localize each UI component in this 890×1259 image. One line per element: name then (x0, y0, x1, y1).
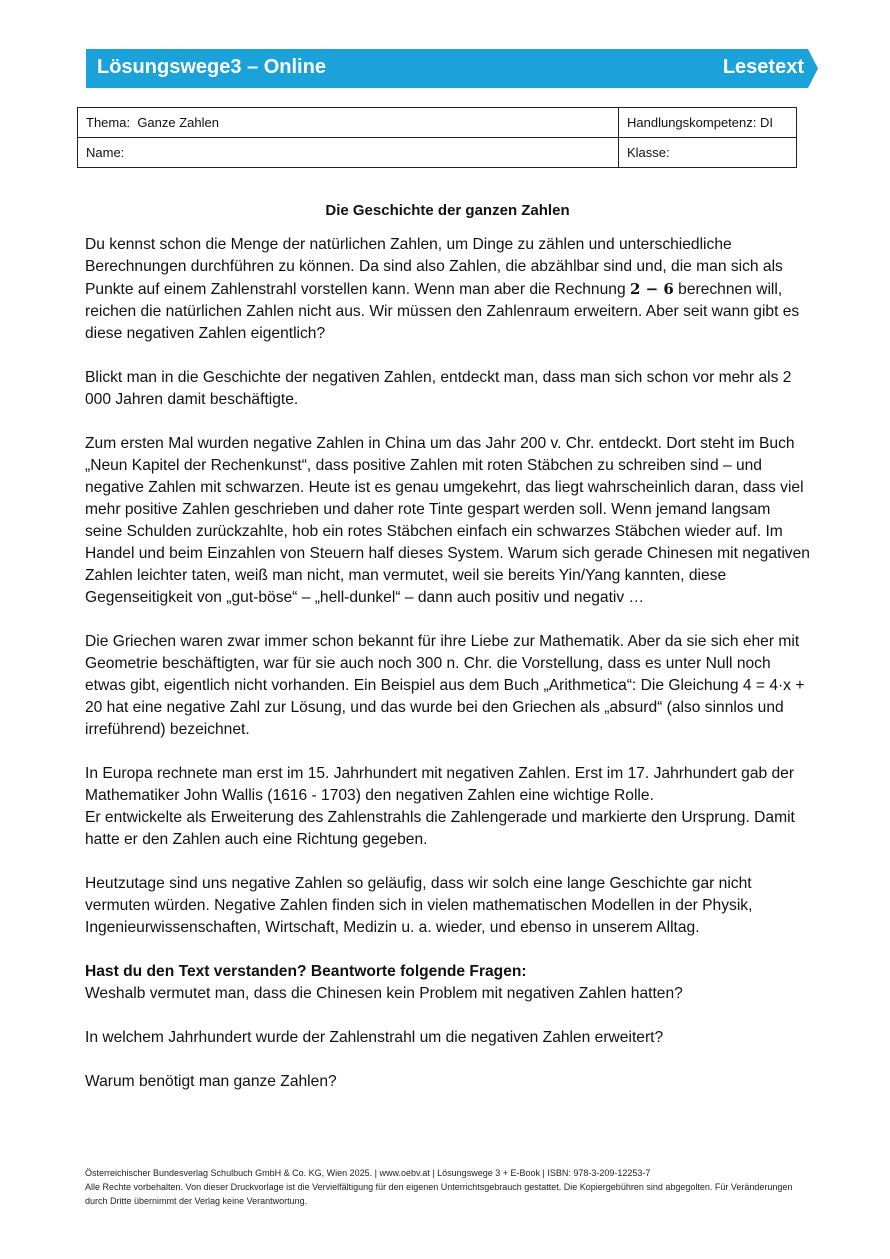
paragraph-today: Heutzutage sind uns negative Zahlen so geläufig, dass wir solch eine lange Geschichte gar nicht vermuten würden. Negative Zahlen finden sich in vielen mathematischen Modellen in der Physik, Ingenieurwissenschaften, Wirtschaft, Medizin u. a. wieder, und ebenso in unserem Alltag. (85, 875, 753, 936)
paragraph-europe-b: Er entwickelte als Erweiterung des Zahlenstrahls die Zahlengerade und markierte den Ursprung. Damit hatte er den Zahlen auch eine Richtung gegeben. (85, 809, 795, 848)
paragraph-intro-text-b: berechnen will, reichen die natürlichen Zahlen nicht aus. Wir müssen den Zahlenraum erweitern. Aber seit wann gibt es diese negativen Zahlen eigentlich? (85, 281, 800, 342)
paragraph-china: Zum ersten Mal wurden negative Zahlen in China um das Jahr 200 v. Chr. entdeckt. Dort steht im Buch „Neun Kapitel der Rechenkunst“, dass positive Zahlen mit roten Stäbchen zu schreiben sind – und negative Zahlen mit schwarzen. Heute ist es genau umgekehrt, das liegt wahrscheinlich daran, dass viel mehr positive Zahlen geschrieben und daher rote Tinte gespart werden soll. Wenn jemand langsam seine Schulden zurückzahlte, hob ein rotes Stäbchen einfach ein schwarzes Stäbchen wieder auf. Im Handel und beim Einzahlen von Steuern half dieses System. Warum sich gerade Chinesen mit negativen Zahlen leichter taten, weiß man nicht, man vermutet, weil sie bereits Yin/Yang kannten, diese Gegenseitigkeit von „gut-böse“ – „hell-dunkel“ – dann auch positiv und negativ … (85, 435, 810, 606)
question-1: Weshalb vermutet man, dass die Chinesen kein Problem mit negativen Zahlen hatten? (85, 985, 683, 1002)
topic-cell (78, 108, 619, 138)
topic-value: Ganze Zahlen (137, 115, 219, 130)
paragraph-greece: Die Griechen waren zwar immer schon bekannt für ihre Liebe zur Mathematik. Aber da sie sich eher mit Geometrie beschäftigten, war für sie auch noch 300 n. Chr. die Vorstellung, dass es unter Null noch etwas gibt, eigentlich nicht vorhanden. Ein Beispiel aus dem Buch „Arithmetica“: Die Gleichung 4 = 4·x + 20 hat eine negative Zahl zur Lösung, und das wurde bei den Griechen als „absurd“ (also sinnlos und irreführend) bezeichnet. (85, 633, 805, 738)
paragraph-intro-text-a: Du kennst schon die Menge der natürlichen Zahlen, um Dinge zu zählen und unterschiedliche Berechnungen durchführen zu können. Da sind also Zahlen, die abzählbar sind und, die man sich als Punkte auf einem Zahlenstrahl vorstellen kann. Wenn man aber die Rechnung (85, 236, 783, 298)
table-row (78, 138, 797, 168)
paragraph-intro (85, 234, 810, 345)
class-field[interactable]: Klasse: (619, 138, 797, 168)
competence-cell: Handlungskompetenz: DI (619, 108, 797, 138)
paragraph-europe-a: In Europa rechnete man erst im 15. Jahrhundert mit negativen Zahlen. Erst im 17. Jahrhundert gab der Mathematiker John Wallis (1616 - 1703) den negativen Zahlen eine wichtige Rolle. (85, 765, 795, 804)
paragraph-europe (85, 763, 810, 851)
math-expression: 2 − 6 (629, 280, 674, 298)
question-2: In welchem Jahrhundert wurde der Zahlenstrahl um die negativen Zahlen erweitert? (85, 1029, 664, 1046)
footer-rights-text: Alle Rechte vorbehalten. Von dieser Druckvorlage ist die Vervielfältigung für den eigenen Unterrichtsgebrauch gestattet. Die Kopiergebühren sind abgegolten. Für Veränderungen durch Dritte übernimmt der Verlag keine Verantwortung. (85, 1182, 793, 1206)
question-3: Warum benötigt man ganze Zahlen? (85, 1073, 337, 1090)
table-row (78, 108, 797, 138)
paragraph-history: Blickt man in die Geschichte der negativen Zahlen, entdeckt man, dass man sich schon vor mehr als 2 000 Jahren damit beschäftigte. (85, 369, 792, 408)
article-body (85, 200, 810, 1115)
banner-document-type: Lesetext (722, 56, 804, 78)
questions-heading: Hast du den Text verstanden? Beantworte folgende Fragen: (85, 963, 527, 980)
name-field[interactable]: Name: (78, 138, 619, 168)
banner-title: Lösungswege3 – Online (97, 56, 326, 78)
footer-publisher-line: Österreichischer Bundesverlag Schulbuch GmbH & Co. KG, Wien 2025. | www.oebv.at | Lösungswege 3 + E-Book | ISBN: 978-3-209-12253-7 (85, 1168, 651, 1178)
header-banner (86, 49, 818, 88)
footer (85, 1166, 805, 1208)
topic-label: Thema: (86, 115, 131, 130)
article-title: Die Geschichte der ganzen Zahlen (325, 202, 570, 219)
worksheet-info-table (77, 107, 797, 168)
